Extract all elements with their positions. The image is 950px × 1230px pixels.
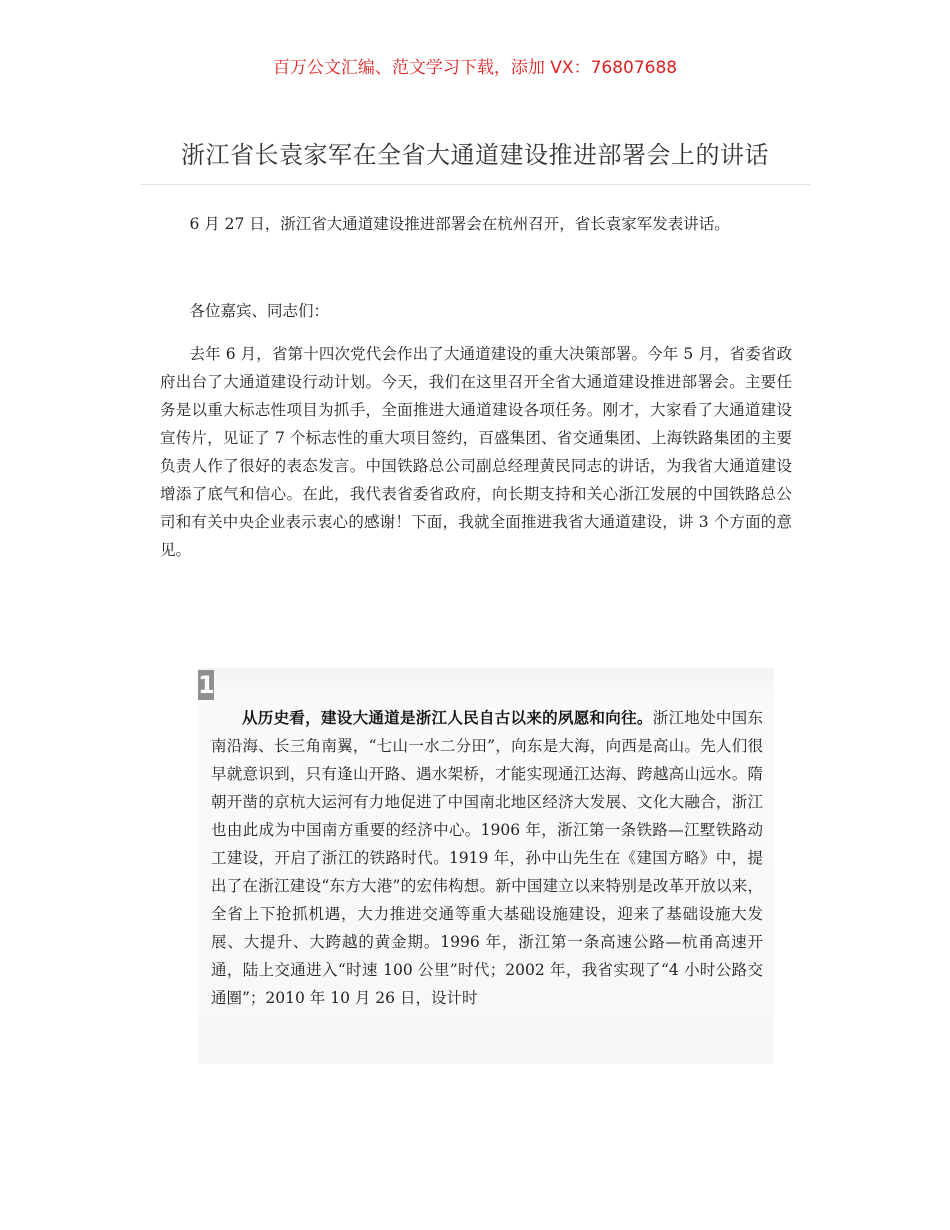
section-heading: 从历史看，建设大通道是浙江人民自古以来的夙愿和向往。 xyxy=(242,708,653,727)
main-paragraph: 去年 6 月，省第十四次党代会作出了大通道建设的重大决策部署。今年 5 月，省委省政府出台了大通道建设行动计划。今天，我们在这里召开全省大通道建设推进部署会。主要任务是以重大标志性项目为抓手，全面推进大通道建设各项任务。刚才，大家看了大通道建设宣传片，见证了 7 个标志性的重大项目签约，百盛集团、省交通集团、上海铁路集团的主要负责人作了很好的表态发言。中国铁路总公司副总经理黄民同志的讲话，为我省大通道建设增添了底气和信心。在此，我代表省委省政府，向长期支持和关心浙江发展的中国铁路总公司和有关中央企业表示衷心的感谢！下面，我就全面推进我省大通道建设，讲 3 个方面的意见。 xyxy=(160,345,792,559)
page-title: 浙江省长袁家军在全省大通道建设推进部署会上的讲话 xyxy=(181,141,769,169)
promo-banner: 百万公文汇编、范文学习下载，添加 VX：76807688 xyxy=(272,58,678,78)
intro-paragraph: 6 月 27 日，浙江省大通道建设推进部署会在杭州召开，省长袁家军发表讲话。 xyxy=(189,215,730,233)
title-divider xyxy=(140,184,810,185)
section-number-badge: 1 xyxy=(198,671,215,699)
greeting-paragraph: 各位嘉宾、同志们： xyxy=(189,302,329,320)
section-paragraph xyxy=(211,704,763,1012)
section-body: 浙江地处中国东南沿海、长三角南翼，“七山一水二分田”，向东是大海，向西是高山。先人们很早就意识到，只有逢山开路、遇水架桥，才能实现通江达海、跨越高山远水。隋朝开凿的京杭大运河有力地促进了中国南北地区经济大发展、文化大融合，浙江也由此成为中国南方重要的经济中心。1906 年，浙江第一条铁路—江墅铁路动工建设，开启了浙江的铁路时代。1919 年，孙中山先生在《建国方略》中，提出了在浙江建设“东方大港”的宏伟构想。新中国建立以来特别是改革开放以来，全省上下抢抓机遇，大力推进交通等重大基础设施建设，迎来了基础设施大发展、大提升、大跨越的黄金期。1996 年，浙江第一条高速公路—杭甬高速开通，陆上交通进入“时速 100 公里”时代；2002 年，我省实现了“4 小时公路交通圈”；2010 年 10 月 26 日，设计时 xyxy=(211,709,763,1007)
